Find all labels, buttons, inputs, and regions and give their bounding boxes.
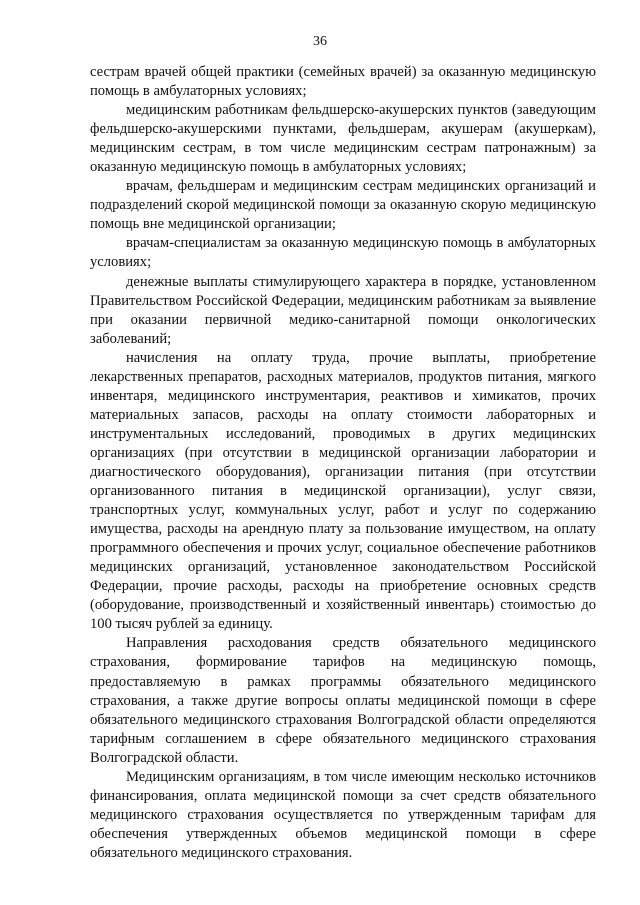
paragraph-payment-organizations: Медицинским организациям, в том числе имеющим несколько источников финансирования, оплата медицинской помощи за счет средств обязательного медицинского страхования осуществляется по утвержденным тарифам для обеспечения утвержденных объемов медицинской помощи в сфере обязательного медицинского страхования. <box>90 768 596 861</box>
paragraph-tariff-agreement: Направления расходования средств обязательного медицинского страхования, формирование тарифов на медицинскую помощь, предоставляемую в рамках программы обязательного медицинского страхования, а также другие вопросы оплаты медицинской помощи в сфере обязательного медицинского страхования Волгоградской области определяются тарифным соглашением в сфере обязательного медицинского страхования Волгоградской области. <box>90 635 596 766</box>
paragraph-nurses-gp: сестрам врачей общей практики (семейных врачей) за оказанную медицинскую помощь в амбулаторных условиях; <box>90 64 596 100</box>
paragraph-specialists: врачам-специалистам за оказанную медицинскую помощь в амбулаторных условиях; <box>90 235 596 271</box>
document-body <box>90 63 596 863</box>
paragraph-incentive-payments: денежные выплаты стимулирующего характера в порядке, установленном Правительством Российской Федерации, медицинским работникам за выявление при оказании первичной медико-санитарной помощи онкологических заболеваний; <box>90 273 596 347</box>
paragraph-feldsher-stations: медицинским работникам фельдшерско-акушерских пунктов (заведующим фельдшерско-акушерскими пунктами, фельдшерам, акушерам (акушеркам), медицинским сестрам, в том числе медицинским сестрам патронажным) за оказанную медицинскую помощь в амбулаторных условиях; <box>90 102 596 176</box>
paragraph-expenses: начисления на оплату труда, прочие выплаты, приобретение лекарственных препаратов, расходных материалов, продуктов питания, мягкого инвентаря, медицинского инструментария, реактивов и химикатов, прочих материальных запасов, расходы на оплату стоимости лабораторных и инструментальных исследований, проводимых в других медицинских организациях (при отсутствии в медицинской организации лаборатории и диагностического оборудования), организации питания (при отсутствии организованного питания в медицинской организации), услуг связи, транспортных услуг, коммунальных услуг, работ и услуг по содержанию имущества, расходы на арендную плату за пользование имуществом, на оплату программного обеспечения и прочих услуг, социальное обеспечение работников медицинских организаций, установленное законодательством Российской Федерации, прочие расходы, расходы на приобретение основных средств (оборудование, производственный и хозяйственный инвентарь) стоимостью до 100 тысяч рублей за единицу. <box>90 349 596 633</box>
page-number: 36 <box>313 34 327 49</box>
paragraph-emergency-care: врачам, фельдшерам и медицинским сестрам медицинских организаций и подразделений скорой медицинской помощи за оказанную скорую медицинскую помощь вне медицинской организации; <box>90 178 596 233</box>
